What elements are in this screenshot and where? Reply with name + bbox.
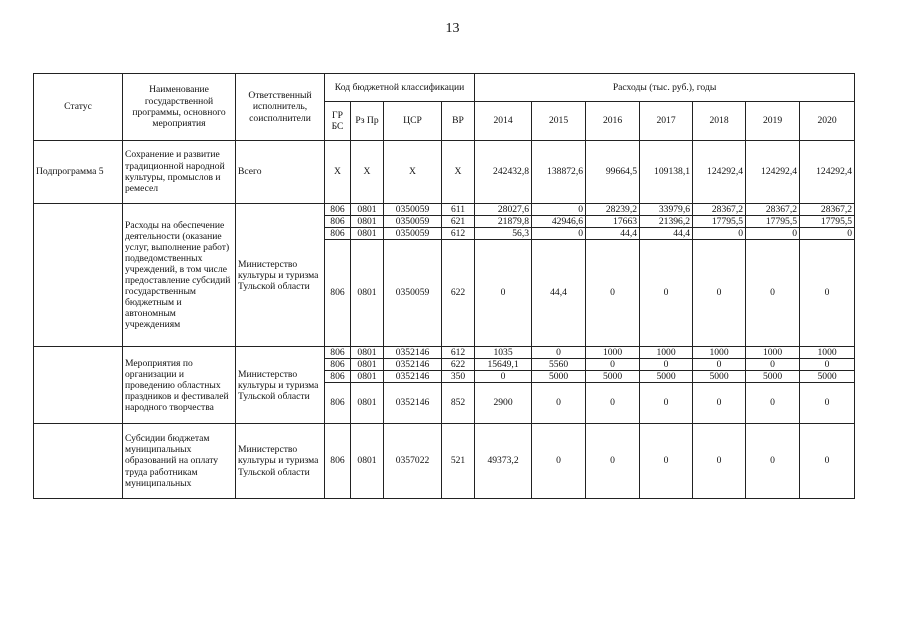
name-cell: Субсидии бюджетам муниципальных образований на оплату труда работникам муниципальных [123, 424, 236, 499]
value-cell: 5000 [746, 371, 800, 383]
rzpr-cell: 0801 [351, 383, 384, 424]
value-cell: 1000 [800, 347, 855, 359]
value-cell: 0 [640, 359, 693, 371]
csr-cell: 0352146 [384, 383, 442, 424]
value-cell: 0 [640, 424, 693, 499]
table-row [34, 424, 855, 499]
responsible-cell: Министерство культуры и туризма Тульской области [236, 204, 325, 347]
csr-cell: 0357022 [384, 424, 442, 499]
grbs-cell: 806 [325, 204, 351, 216]
csr-cell: 0352146 [384, 371, 442, 383]
header-status: Статус [34, 74, 123, 141]
value-cell: 0 [746, 359, 800, 371]
rzpr-cell: 0801 [351, 359, 384, 371]
value-cell: 0 [640, 383, 693, 424]
grbs-cell: 806 [325, 240, 351, 347]
value-cell: 0 [693, 240, 746, 347]
csr-cell: 0350059 [384, 216, 442, 228]
vr-cell: 622 [442, 240, 475, 347]
value-cell: 44,4 [586, 228, 640, 240]
rzpr-cell: 0801 [351, 216, 384, 228]
value-cell: 0 [640, 240, 693, 347]
value-cell: 124292,4 [693, 141, 746, 204]
csr-cell: 0352146 [384, 347, 442, 359]
grbs-cell: 806 [325, 371, 351, 383]
value-cell: 17795,5 [746, 216, 800, 228]
vr-cell: 852 [442, 383, 475, 424]
value-cell: 21879,8 [475, 216, 532, 228]
vr-cell: 612 [442, 347, 475, 359]
value-cell: 28367,2 [800, 204, 855, 216]
status-cell [34, 347, 123, 424]
value-cell: 56,3 [475, 228, 532, 240]
value-cell: 0 [746, 240, 800, 347]
value-cell: 0 [693, 383, 746, 424]
value-cell: 0 [693, 359, 746, 371]
name-cell: Расходы на обеспечение деятельности (оказание услуг, выполнение работ) подведомственных учреждений, в том числе предоставление субсидий государственным бюджетным и автономным учреждениям [123, 204, 236, 347]
header-vr: ВР [442, 102, 475, 141]
header-grbs: ГР БС [325, 102, 351, 141]
rzpr-cell: 0801 [351, 371, 384, 383]
value-cell: 0 [586, 383, 640, 424]
rzpr-cell: 0801 [351, 347, 384, 359]
grbs-cell: Х [325, 141, 351, 204]
value-cell: 0 [800, 424, 855, 499]
value-cell: 0 [746, 383, 800, 424]
vr-cell: 521 [442, 424, 475, 499]
value-cell: 242432,8 [475, 141, 532, 204]
csr-cell: Х [384, 141, 442, 204]
table-row [34, 204, 855, 216]
header-year: 2019 [746, 102, 800, 141]
value-cell: 17795,5 [800, 216, 855, 228]
status-cell [34, 424, 123, 499]
header-year: 2015 [532, 102, 586, 141]
rzpr-cell: 0801 [351, 240, 384, 347]
table-row [34, 141, 855, 204]
header-budget-code: Код бюджетной классификации [325, 74, 475, 102]
vr-cell: 622 [442, 359, 475, 371]
value-cell: 5000 [532, 371, 586, 383]
grbs-cell: 806 [325, 359, 351, 371]
csr-cell: 0350059 [384, 204, 442, 216]
table-row [34, 347, 855, 359]
value-cell: 0 [532, 347, 586, 359]
value-cell: 44,4 [532, 240, 586, 347]
value-cell: 5000 [693, 371, 746, 383]
grbs-cell: 806 [325, 347, 351, 359]
csr-cell: 0352146 [384, 359, 442, 371]
value-cell: 5000 [586, 371, 640, 383]
value-cell: 0 [746, 228, 800, 240]
header-year: 2014 [475, 102, 532, 141]
responsible-cell: Министерство культуры и туризма Тульской области [236, 424, 325, 499]
value-cell: 15649,1 [475, 359, 532, 371]
value-cell: 21396,2 [640, 216, 693, 228]
rzpr-cell: 0801 [351, 204, 384, 216]
value-cell: 1000 [586, 347, 640, 359]
name-cell: Сохранение и развитие традиционной народной культуры, промыслов и ремесел [123, 141, 236, 204]
vr-cell: 350 [442, 371, 475, 383]
value-cell: 0 [746, 424, 800, 499]
rzpr-cell: 0801 [351, 424, 384, 499]
value-cell: 42946,6 [532, 216, 586, 228]
vr-cell: Х [442, 141, 475, 204]
value-cell: 28239,2 [586, 204, 640, 216]
header-year: 2018 [693, 102, 746, 141]
status-cell: Подпрограмма 5 [34, 141, 123, 204]
value-cell: 0 [586, 240, 640, 347]
rzpr-cell: Х [351, 141, 384, 204]
value-cell: 1035 [475, 347, 532, 359]
value-cell: 49373,2 [475, 424, 532, 499]
vr-cell: 621 [442, 216, 475, 228]
value-cell: 0 [532, 383, 586, 424]
value-cell: 0 [586, 359, 640, 371]
value-cell: 0 [693, 228, 746, 240]
value-cell: 99664,5 [586, 141, 640, 204]
value-cell: 5000 [800, 371, 855, 383]
header-responsible: Ответственный исполнитель, соисполнители [236, 74, 325, 141]
value-cell: 124292,4 [746, 141, 800, 204]
value-cell: 28367,2 [693, 204, 746, 216]
value-cell: 0 [475, 371, 532, 383]
value-cell: 5560 [532, 359, 586, 371]
value-cell: 109138,1 [640, 141, 693, 204]
value-cell: 2900 [475, 383, 532, 424]
page-number: 13 [445, 21, 460, 36]
header-name: Наименование государственной программы, основного мероприятия [123, 74, 236, 141]
value-cell: 1000 [693, 347, 746, 359]
value-cell: 0 [800, 240, 855, 347]
status-cell [34, 204, 123, 347]
value-cell: 0 [532, 204, 586, 216]
value-cell: 17663 [586, 216, 640, 228]
value-cell: 28027,6 [475, 204, 532, 216]
budget-table [33, 73, 855, 499]
responsible-cell: Министерство культуры и туризма Тульской области [236, 347, 325, 424]
grbs-cell: 806 [325, 424, 351, 499]
header-year: 2016 [586, 102, 640, 141]
value-cell: 1000 [746, 347, 800, 359]
grbs-cell: 806 [325, 228, 351, 240]
value-cell: 44,4 [640, 228, 693, 240]
value-cell: 0 [800, 228, 855, 240]
value-cell: 0 [800, 383, 855, 424]
name-cell: Мероприятия по организации и проведению областных праздников и фестивалей народного творчества [123, 347, 236, 424]
grbs-cell: 806 [325, 383, 351, 424]
value-cell: 1000 [640, 347, 693, 359]
value-cell: 0 [693, 424, 746, 499]
value-cell: 5000 [640, 371, 693, 383]
value-cell: 0 [586, 424, 640, 499]
vr-cell: 611 [442, 204, 475, 216]
vr-cell: 612 [442, 228, 475, 240]
header-rzpr: Рз Пр [351, 102, 384, 141]
value-cell: 0 [532, 424, 586, 499]
value-cell: 0 [475, 240, 532, 347]
value-cell: 124292,4 [800, 141, 855, 204]
value-cell: 33979,6 [640, 204, 693, 216]
csr-cell: 0350059 [384, 240, 442, 347]
header-year: 2020 [800, 102, 855, 141]
value-cell: 28367,2 [746, 204, 800, 216]
value-cell: 0 [800, 359, 855, 371]
grbs-cell: 806 [325, 216, 351, 228]
value-cell: 0 [532, 228, 586, 240]
header-expenses: Расходы (тыс. руб.), годы [475, 74, 855, 102]
responsible-cell: Всего [236, 141, 325, 204]
csr-cell: 0350059 [384, 228, 442, 240]
header-year: 2017 [640, 102, 693, 141]
header-csr: ЦСР [384, 102, 442, 141]
value-cell: 17795,5 [693, 216, 746, 228]
value-cell: 138872,6 [532, 141, 586, 204]
rzpr-cell: 0801 [351, 228, 384, 240]
